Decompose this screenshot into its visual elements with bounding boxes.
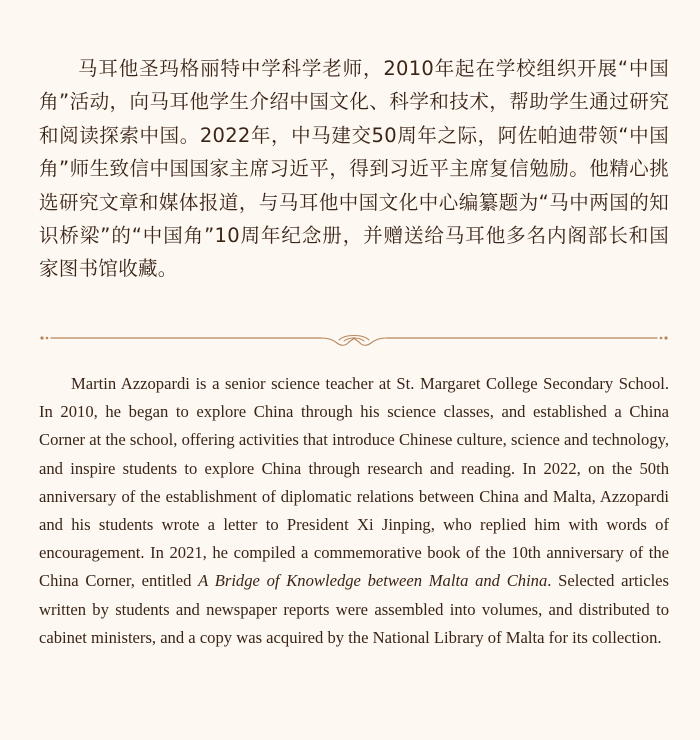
divider-ornament-icon: [40, 336, 667, 346]
book-title: A Bridge of Knowledge between Malta and China: [198, 571, 548, 591]
english-text-part2: . Selected articles written by students and newspaper reports were assembled into volumes, and distributed to cabinet ministers, and a copy was acquired by the National Library of Malta for its collection.: [39, 571, 669, 647]
ornamental-divider: [39, 328, 669, 352]
english-paragraph: [39, 370, 669, 652]
english-text-part1: Martin Azzopardi is a senior science teacher at St. Margaret College Secondary School. In 2010, he began to explore China through his science classes, and established a China Corner at the school, offering activities that introduce Chinese culture, science and technology, and inspire students to explore China through research and reading. In 2022, on the 50th anniversary of the establishment of diplomatic relations between China and Malta, Azzopardi and his students wrote a letter to President Xi Jinping, who replied him with words of encouragement. In 2021, he compiled a commemorative book of the 10th anniversary of the China Corner, entitled: [39, 374, 669, 591]
chinese-paragraph: 马耳他圣玛格丽特中学科学老师，2010年起在学校组织开展“中国角”活动，向马耳他学生介绍中国文化、科学和技术，帮助学生通过研究和阅读探索中国。2022年，中马建交50周年之际，阿佐帕迪带领“中国角”师生致信中国国家主席习近平，得到习近平主席复信勉励。他精心挑选研究文章和媒体报道，与马耳他中国文化中心编纂题为“马中两国的知识桥梁”的“中国角”10周年纪念册，并赠送给马耳他多名内阁部长和国家图书馆收藏。: [39, 57, 669, 281]
